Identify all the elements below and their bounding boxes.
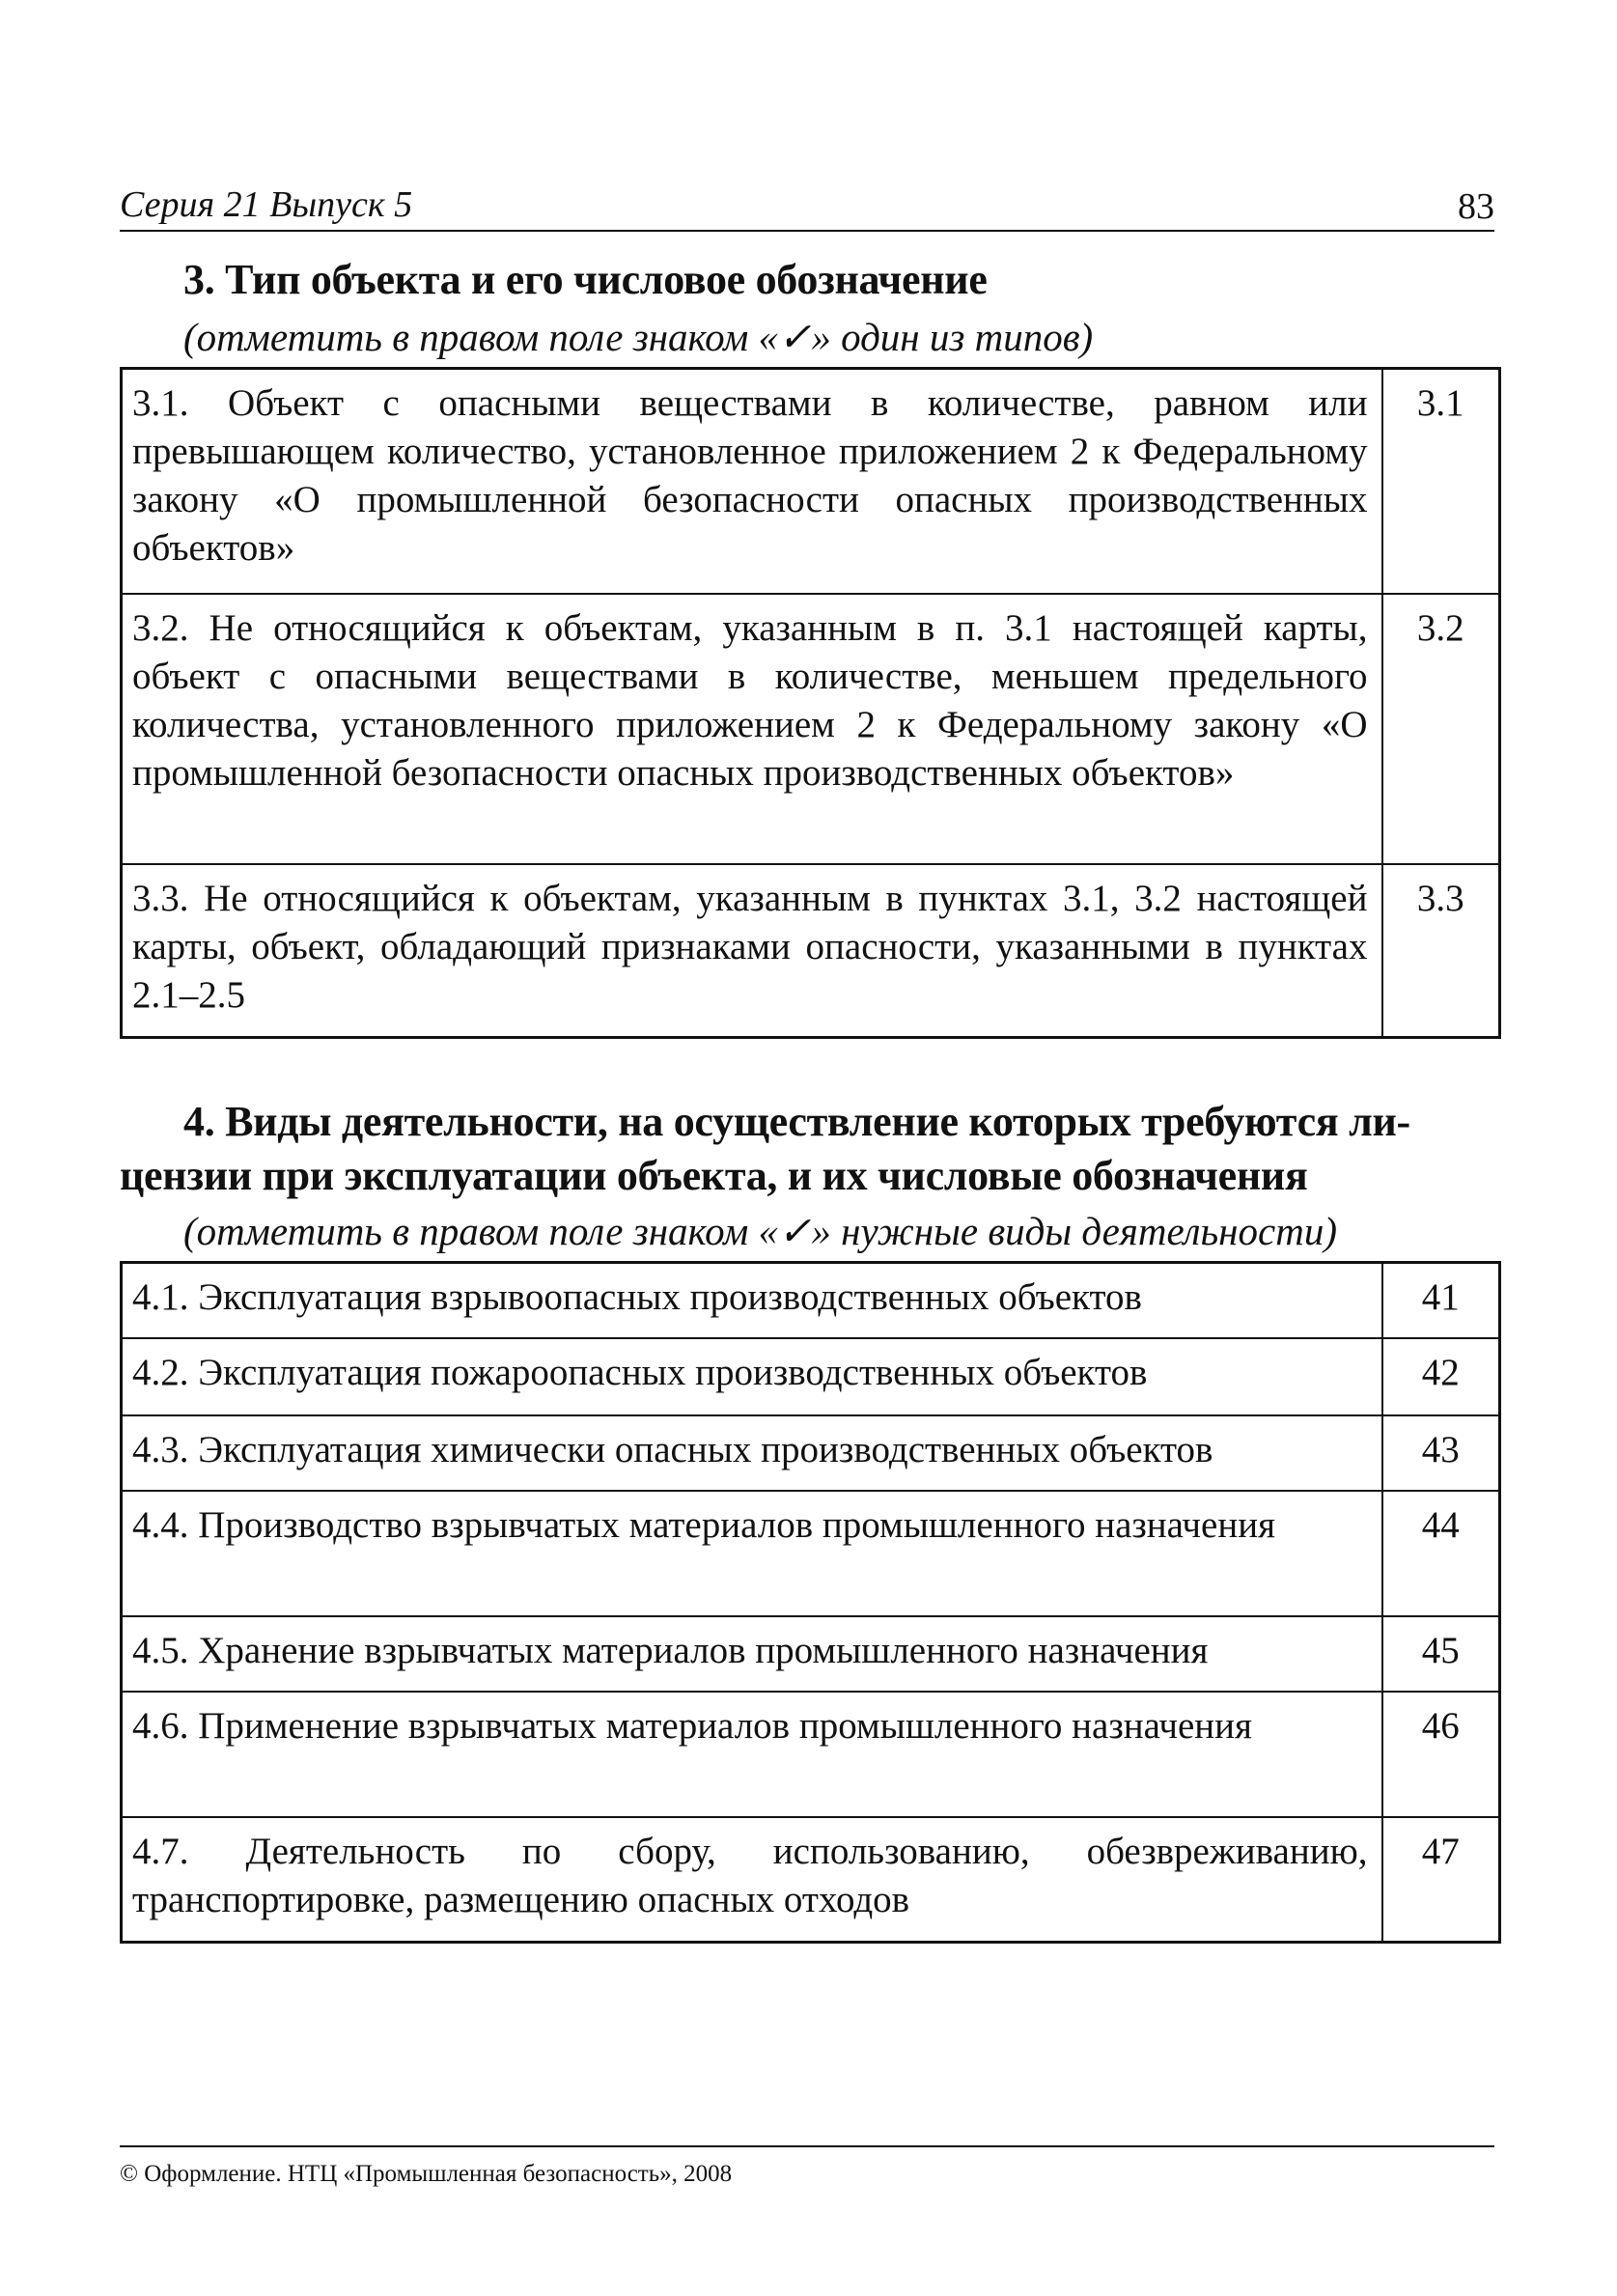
row-code: 41: [1421, 1276, 1460, 1318]
row-description: 4.3. Эксплуатация химически опасных производственных объектов: [122, 1415, 1382, 1491]
table-row: [122, 1692, 1500, 1817]
row-code-checkbox[interactable]: [1382, 369, 1500, 594]
row-code-checkbox[interactable]: [1382, 1263, 1500, 1338]
row-description: 4.7. Деятельность по сбору, использованию, обезвреживанию, транспортировке, размещению опасных отходов: [122, 1817, 1382, 1943]
row-code: 43: [1421, 1428, 1460, 1470]
section-4-title-line-2: цензии при эксплуатации объекта, и их числовые обозначения: [120, 1152, 1308, 1199]
table-row: [122, 1491, 1500, 1616]
row-code-checkbox[interactable]: [1382, 1692, 1500, 1817]
row-code: 44: [1421, 1503, 1460, 1546]
table-row: [122, 1338, 1500, 1415]
table-row: [122, 1616, 1500, 1692]
section-3-note: (отметить в правом поле знаком «✓» один из типов): [183, 315, 1094, 359]
row-code-checkbox[interactable]: [1382, 864, 1500, 1038]
row-code-checkbox[interactable]: [1382, 1491, 1500, 1616]
row-description: 4.2. Эксплуатация пожароопасных производственных объектов: [122, 1338, 1382, 1415]
section-3-table: [120, 367, 1501, 1039]
section-4-table: [120, 1261, 1501, 1944]
row-code: 47: [1421, 1830, 1460, 1872]
footer-divider: [120, 2145, 1494, 2147]
row-code: 3.1: [1416, 382, 1464, 424]
row-description: 3.1. Объект с опасными веществами в количестве, равном или превышающем количество, установленное приложением 2 к Федеральному закону «О промышленной безопасности опасных производственных объектов»: [122, 369, 1382, 594]
table-row: [122, 1817, 1500, 1943]
row-code: 3.2: [1416, 606, 1464, 649]
row-code-checkbox[interactable]: [1382, 594, 1500, 864]
table-row: [122, 594, 1500, 864]
table-row: [122, 1263, 1500, 1338]
row-description: 4.5. Хранение взрывчатых материалов промышленного назначения: [122, 1616, 1382, 1692]
row-code-checkbox[interactable]: [1382, 1817, 1500, 1943]
copyright-footer: © Оформление. НТЦ «Промышленная безопасность», 2008: [120, 2161, 733, 2187]
page-number: 83: [1458, 186, 1494, 227]
row-description: 4.1. Эксплуатация взрывоопасных производственных объектов: [122, 1263, 1382, 1338]
table-row: [122, 864, 1500, 1038]
row-code: 42: [1421, 1351, 1460, 1393]
section-4-title-line-1: 4. Виды деятельности, на осуществление которых требуются ли-: [183, 1098, 1410, 1145]
row-code: 3.3: [1416, 877, 1464, 919]
row-code-checkbox[interactable]: [1382, 1338, 1500, 1415]
row-code: 46: [1421, 1704, 1460, 1747]
row-description: 3.2. Не относящийся к объектам, указанным в п. 3.1 настоящей карты, объект с опасными веществами в количестве, меньшем предельного количества, установленного приложением 2 к Федеральному закону «О промышленной безопасности опасных производственных объектов»: [122, 594, 1382, 864]
series-label: Серия 21 Выпуск 5: [120, 184, 413, 225]
section-3-title: 3. Тип объекта и его числовое обозначение: [183, 256, 988, 303]
section-4-note: (отметить в правом поле знаком «✓» нужные виды деятельности): [183, 1209, 1337, 1253]
row-code: 45: [1421, 1629, 1460, 1671]
running-head: [120, 183, 1494, 232]
row-description: 4.4. Производство взрывчатых материалов промышленного назначения: [122, 1491, 1382, 1616]
row-description: 4.6. Применение взрывчатых материалов промышленного назначения: [122, 1692, 1382, 1817]
row-code-checkbox[interactable]: [1382, 1616, 1500, 1692]
table-row: [122, 369, 1500, 594]
table-row: [122, 1415, 1500, 1491]
row-code-checkbox[interactable]: [1382, 1415, 1500, 1491]
row-description: 3.3. Не относящийся к объектам, указанным в пунктах 3.1, 3.2 настоящей карты, объект, обладающий признаками опасности, указанными в пунктах 2.1–2.5: [122, 864, 1382, 1038]
